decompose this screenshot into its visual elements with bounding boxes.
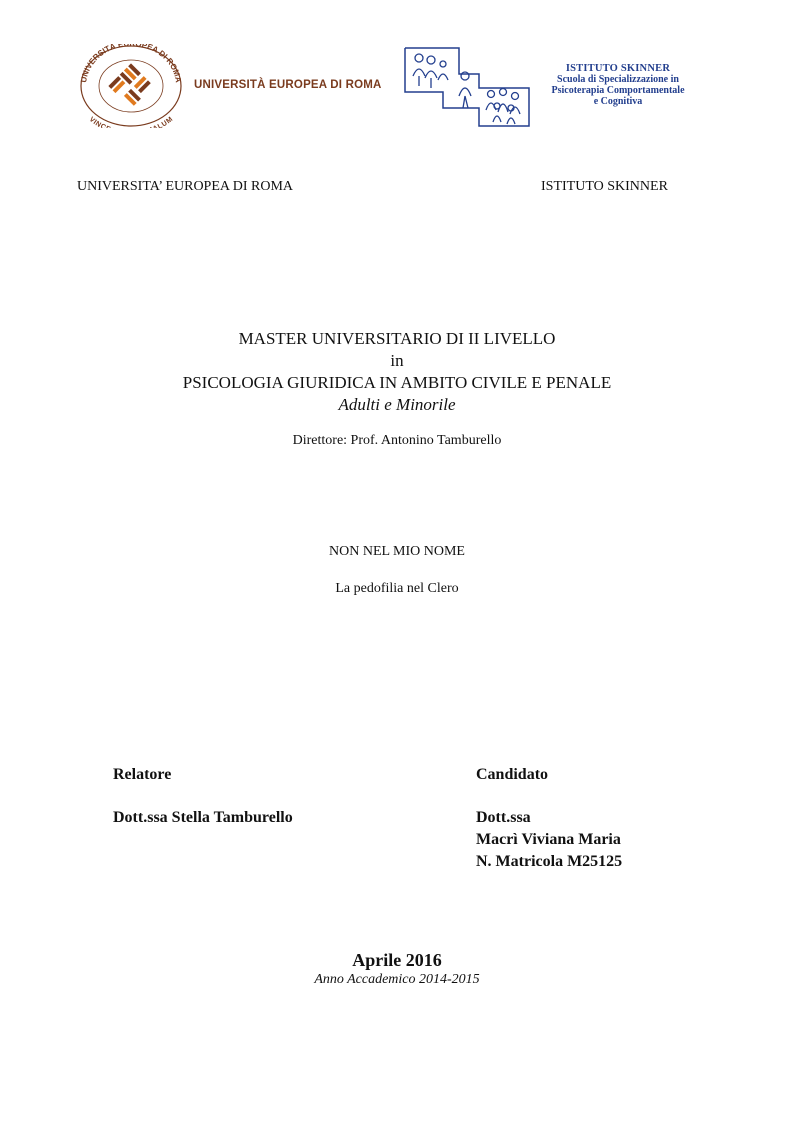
skinner-logo-line2: Psicoterapia Comportamentale <box>551 85 685 96</box>
candidato-label: Candidato <box>476 766 549 783</box>
master-line3: PSICOLOGIA GIURIDICA IN AMBITO CIVILE E PENALE <box>182 373 612 392</box>
thesis-title: NON NEL MIO NOME <box>329 544 465 559</box>
thesis-subtitle: La pedofilia nel Clero <box>335 581 459 596</box>
candidato-name: Macrì Viviana Maria <box>476 831 621 848</box>
uer-seal-logo <box>72 44 190 128</box>
master-heading <box>0 328 794 416</box>
skinner-logo-name: ISTITUTO SKINNER <box>565 63 671 74</box>
seal-ring-top: UNIVERSITÀ E OPEA DI ROMA <box>79 44 183 84</box>
skinner-logo-text <box>533 63 703 107</box>
direttore-line: Direttore: Prof. Antonino Tamburello <box>292 433 502 448</box>
academic-year: Anno Accademico 2014-2015 <box>314 972 480 987</box>
relatore-label: Relatore <box>113 766 172 783</box>
candidato-title: Dott.ssa <box>476 809 531 826</box>
uer-logo-name: UNIVERSITÀ EUROPEA DI ROMA <box>194 79 382 91</box>
candidato-block <box>476 807 622 873</box>
candidato-matricola: N. Matricola M25125 <box>476 853 623 870</box>
skinner-people-logo <box>403 46 531 128</box>
master-line2: in <box>390 351 404 370</box>
master-line4: Adulti e Minorile <box>338 395 456 414</box>
relatore-name: Dott.ssa Stella Tamburello <box>113 809 293 826</box>
institution-left: UNIVERSITA’ EUROPEA DI ROMA <box>77 179 294 194</box>
skinner-logo-line1: Scuola di Specializzazione in <box>557 74 679 85</box>
skinner-logo-line3: e Cognitiva <box>593 96 643 107</box>
date: Aprile 2016 <box>352 950 442 970</box>
seal-ring-bottom: VINC LUM <box>87 116 175 128</box>
master-line1: MASTER UNIVERSITARIO DI II LIVELLO <box>238 329 556 348</box>
institution-right: ISTITUTO SKINNER <box>541 179 668 194</box>
